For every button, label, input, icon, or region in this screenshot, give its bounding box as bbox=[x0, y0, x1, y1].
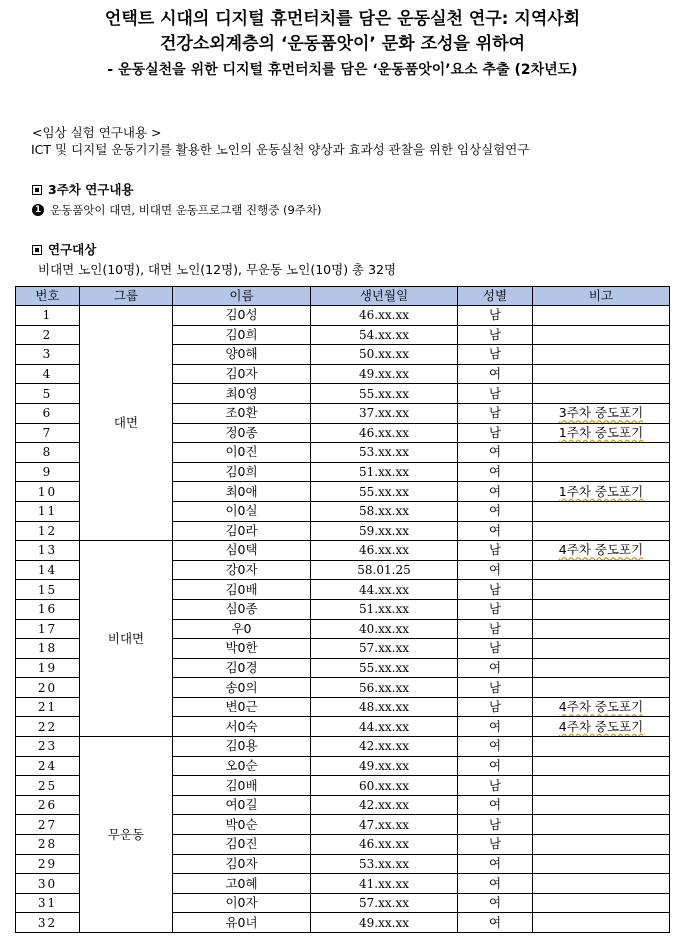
row-number: 17 bbox=[16, 619, 80, 639]
remarks bbox=[533, 874, 670, 894]
birthdate: 58.xx.xx bbox=[311, 501, 458, 521]
sex: 여 bbox=[458, 443, 533, 463]
subject-name: 고0혜 bbox=[173, 874, 311, 894]
remarks bbox=[533, 658, 670, 678]
sex: 여 bbox=[458, 501, 533, 521]
row-number: 7 bbox=[16, 423, 80, 443]
remarks bbox=[533, 403, 670, 423]
remarks bbox=[533, 325, 670, 345]
subject-name: 김0진 bbox=[173, 835, 311, 855]
birthdate: 53.xx.xx bbox=[311, 443, 458, 463]
table-row bbox=[16, 306, 670, 326]
sex: 남 bbox=[458, 835, 533, 855]
row-number: 31 bbox=[16, 893, 80, 913]
subject-name: 김0자 bbox=[173, 854, 311, 874]
row-number: 8 bbox=[16, 443, 80, 463]
sex: 남 bbox=[458, 697, 533, 717]
sex: 남 bbox=[458, 815, 533, 835]
row-number: 25 bbox=[16, 776, 80, 796]
sex: 남 bbox=[458, 599, 533, 619]
group-label: 무운동 bbox=[80, 737, 173, 933]
remarks bbox=[533, 835, 670, 855]
row-number: 22 bbox=[16, 717, 80, 737]
birthdate: 44.xx.xx bbox=[311, 717, 458, 737]
week3-item-text: 운동품앗이 대면, 비대면 운동프로그램 진행중 (9주차) bbox=[50, 203, 322, 217]
remarks bbox=[533, 345, 670, 365]
subject-name: 김0용 bbox=[173, 737, 311, 757]
square-bullet-icon bbox=[32, 185, 42, 195]
header-remarks: 비고 bbox=[533, 287, 670, 306]
birthdate: 46.xx.xx bbox=[311, 423, 458, 443]
remarks bbox=[533, 795, 670, 815]
row-number: 6 bbox=[16, 403, 80, 423]
sex: 남 bbox=[458, 423, 533, 443]
row-number: 11 bbox=[16, 501, 80, 521]
remarks bbox=[533, 815, 670, 835]
birthdate: 51.xx.xx bbox=[311, 462, 458, 482]
week3-heading-text: 3주차 연구내용 bbox=[48, 182, 134, 197]
remarks bbox=[533, 737, 670, 757]
remarks bbox=[533, 423, 670, 443]
sex: 여 bbox=[458, 364, 533, 384]
subject-name: 이0자 bbox=[173, 893, 311, 913]
sex: 여 bbox=[458, 893, 533, 913]
subject-name: 최0영 bbox=[173, 384, 311, 404]
sex: 여 bbox=[458, 658, 533, 678]
birthdate: 59.xx.xx bbox=[311, 521, 458, 541]
subjects-heading bbox=[32, 242, 96, 258]
subject-name: 김0희 bbox=[173, 325, 311, 345]
sex: 여 bbox=[458, 913, 533, 933]
remarks bbox=[533, 560, 670, 580]
remarks bbox=[533, 364, 670, 384]
subject-name: 김0라 bbox=[173, 521, 311, 541]
row-number: 10 bbox=[16, 482, 80, 502]
row-number: 1 bbox=[16, 306, 80, 326]
remarks bbox=[533, 697, 670, 717]
row-number: 27 bbox=[16, 815, 80, 835]
sex: 여 bbox=[458, 737, 533, 757]
remarks bbox=[533, 443, 670, 463]
birthdate: 55.xx.xx bbox=[311, 658, 458, 678]
subject-name: 박0한 bbox=[173, 639, 311, 659]
birthdate: 49.xx.xx bbox=[311, 913, 458, 933]
birthdate: 44.xx.xx bbox=[311, 580, 458, 600]
subject-name: 김0배 bbox=[173, 776, 311, 796]
sex: 여 bbox=[458, 560, 533, 580]
row-number: 20 bbox=[16, 678, 80, 698]
remarks-text: 4주차 중도포기 bbox=[558, 718, 644, 734]
birthdate: 56.xx.xx bbox=[311, 678, 458, 698]
subject-name: 오0순 bbox=[173, 756, 311, 776]
table-row bbox=[16, 737, 670, 757]
remarks-text: 1주차 중도포기 bbox=[558, 424, 644, 440]
remarks bbox=[533, 893, 670, 913]
sex: 남 bbox=[458, 619, 533, 639]
sex: 남 bbox=[458, 345, 533, 365]
row-number: 3 bbox=[16, 345, 80, 365]
header-birthdate: 생년월일 bbox=[311, 287, 458, 306]
sex: 여 bbox=[458, 854, 533, 874]
document-subtitle: - 운동실천을 위한 디지털 휴먼터치를 담은 ‘운동품앗이’요소 추출 (2차년도) bbox=[107, 62, 578, 78]
sex: 남 bbox=[458, 403, 533, 423]
birthdate: 53.xx.xx bbox=[311, 854, 458, 874]
remarks bbox=[533, 854, 670, 874]
group-label: 비대면 bbox=[80, 541, 173, 737]
subject-name: 최0애 bbox=[173, 482, 311, 502]
birthdate: 46.xx.xx bbox=[311, 835, 458, 855]
subject-name: 서0숙 bbox=[173, 717, 311, 737]
remarks bbox=[533, 462, 670, 482]
header-number: 번호 bbox=[16, 287, 80, 306]
birthdate: 55.xx.xx bbox=[311, 482, 458, 502]
birthdate: 60.xx.xx bbox=[311, 776, 458, 796]
row-number: 19 bbox=[16, 658, 80, 678]
row-number: 5 bbox=[16, 384, 80, 404]
row-number: 13 bbox=[16, 541, 80, 561]
birthdate: 49.xx.xx bbox=[311, 756, 458, 776]
table-header-row bbox=[16, 287, 670, 306]
sex: 여 bbox=[458, 717, 533, 737]
header-name: 이름 bbox=[173, 287, 311, 306]
birthdate: 46.xx.xx bbox=[311, 541, 458, 561]
subjects-heading-text: 연구대상 bbox=[48, 242, 97, 257]
birthdate: 47.xx.xx bbox=[311, 815, 458, 835]
sex: 여 bbox=[458, 462, 533, 482]
header-group: 그룹 bbox=[80, 287, 173, 306]
subject-name: 정0종 bbox=[173, 423, 311, 443]
week3-item bbox=[32, 202, 322, 218]
clinical-heading: <임상 실험 연구내용 > bbox=[32, 125, 162, 140]
sex: 여 bbox=[458, 756, 533, 776]
remarks bbox=[533, 580, 670, 600]
sex: 여 bbox=[458, 482, 533, 502]
document-title-line1: 언택트 시대의 디지털 휴먼터치를 담은 운동실천 연구: 지역사회 bbox=[104, 9, 581, 29]
birthdate: 40.xx.xx bbox=[311, 619, 458, 639]
remarks bbox=[533, 678, 670, 698]
remarks bbox=[533, 619, 670, 639]
row-number: 32 bbox=[16, 913, 80, 933]
remarks bbox=[533, 599, 670, 619]
birthdate: 50.xx.xx bbox=[311, 345, 458, 365]
remarks bbox=[533, 384, 670, 404]
subject-name: 심0택 bbox=[173, 541, 311, 561]
group-label: 대면 bbox=[80, 306, 173, 541]
row-number: 2 bbox=[16, 325, 80, 345]
sex: 남 bbox=[458, 325, 533, 345]
subject-name: 심0종 bbox=[173, 599, 311, 619]
sex: 남 bbox=[458, 639, 533, 659]
birthdate: 58.01.25 bbox=[311, 560, 458, 580]
remarks bbox=[533, 639, 670, 659]
remarks-text: 1주차 중도포기 bbox=[558, 483, 644, 499]
sex: 남 bbox=[458, 541, 533, 561]
birthdate: 54.xx.xx bbox=[311, 325, 458, 345]
subject-name: 김0희 bbox=[173, 462, 311, 482]
birthdate: 37.xx.xx bbox=[311, 403, 458, 423]
table-body bbox=[16, 306, 670, 933]
row-number: 12 bbox=[16, 521, 80, 541]
table-row bbox=[16, 541, 670, 561]
sex: 여 bbox=[458, 521, 533, 541]
remarks bbox=[533, 482, 670, 502]
clinical-description: ICT 및 디지털 운동기기를 활용한 노인의 운동실천 양상과 효과성 관찰을 위한 임상실험연구 bbox=[31, 142, 530, 157]
circled-number-icon: 1 bbox=[32, 204, 44, 216]
row-number: 30 bbox=[16, 874, 80, 894]
remarks bbox=[533, 541, 670, 561]
birthdate: 55.xx.xx bbox=[311, 384, 458, 404]
remarks bbox=[533, 913, 670, 933]
subject-name: 송0의 bbox=[173, 678, 311, 698]
subjects-table bbox=[15, 286, 670, 933]
row-number: 14 bbox=[16, 560, 80, 580]
birthdate: 42.xx.xx bbox=[311, 737, 458, 757]
subject-name: 박0순 bbox=[173, 815, 311, 835]
row-number: 23 bbox=[16, 737, 80, 757]
row-number: 15 bbox=[16, 580, 80, 600]
week3-heading bbox=[32, 182, 134, 198]
header-sex: 성별 bbox=[458, 287, 533, 306]
birthdate: 57.xx.xx bbox=[311, 639, 458, 659]
subject-name: 김0성 bbox=[173, 306, 311, 326]
subject-name: 이0실 bbox=[173, 501, 311, 521]
subject-name: 김0경 bbox=[173, 658, 311, 678]
subject-name: 우0 bbox=[173, 619, 311, 639]
birthdate: 41.xx.xx bbox=[311, 874, 458, 894]
subject-name: 김0배 bbox=[173, 580, 311, 600]
birthdate: 49.xx.xx bbox=[311, 364, 458, 384]
sex: 여 bbox=[458, 795, 533, 815]
square-bullet-icon bbox=[32, 245, 42, 255]
remarks-text: 4주차 중도포기 bbox=[558, 542, 644, 558]
row-number: 21 bbox=[16, 697, 80, 717]
row-number: 18 bbox=[16, 639, 80, 659]
row-number: 9 bbox=[16, 462, 80, 482]
remarks-text: 3주차 중도포기 bbox=[558, 405, 644, 421]
remarks bbox=[533, 521, 670, 541]
row-number: 4 bbox=[16, 364, 80, 384]
sex: 남 bbox=[458, 678, 533, 698]
birthdate: 46.xx.xx bbox=[311, 306, 458, 326]
sex: 남 bbox=[458, 776, 533, 796]
subject-name: 김0자 bbox=[173, 364, 311, 384]
birthdate: 48.xx.xx bbox=[311, 697, 458, 717]
remarks bbox=[533, 501, 670, 521]
sex: 남 bbox=[458, 306, 533, 326]
row-number: 29 bbox=[16, 854, 80, 874]
subject-name: 이0진 bbox=[173, 443, 311, 463]
remarks bbox=[533, 306, 670, 326]
subject-name: 유0녀 bbox=[173, 913, 311, 933]
row-number: 26 bbox=[16, 795, 80, 815]
remarks bbox=[533, 756, 670, 776]
birthdate: 57.xx.xx bbox=[311, 893, 458, 913]
subject-name: 변0근 bbox=[173, 697, 311, 717]
row-number: 28 bbox=[16, 835, 80, 855]
subject-name: 강0자 bbox=[173, 560, 311, 580]
sex: 남 bbox=[458, 580, 533, 600]
sex: 남 bbox=[458, 384, 533, 404]
birthdate: 42.xx.xx bbox=[311, 795, 458, 815]
birthdate: 51.xx.xx bbox=[311, 599, 458, 619]
document-title-line2: 건강소외계층의 ‘운동품앗이’ 문화 조성을 위하여 bbox=[159, 34, 526, 54]
remarks bbox=[533, 776, 670, 796]
remarks bbox=[533, 717, 670, 737]
subject-name: 양0해 bbox=[173, 345, 311, 365]
subject-name: 여0길 bbox=[173, 795, 311, 815]
sex: 여 bbox=[458, 874, 533, 894]
subject-name: 조0환 bbox=[173, 403, 311, 423]
row-number: 24 bbox=[16, 756, 80, 776]
row-number: 16 bbox=[16, 599, 80, 619]
subjects-description: 비대면 노인(10명), 대면 노인(12명), 무운동 노인(10명) 총 32명 bbox=[38, 262, 397, 277]
remarks-text: 4주차 중도포기 bbox=[558, 699, 644, 715]
